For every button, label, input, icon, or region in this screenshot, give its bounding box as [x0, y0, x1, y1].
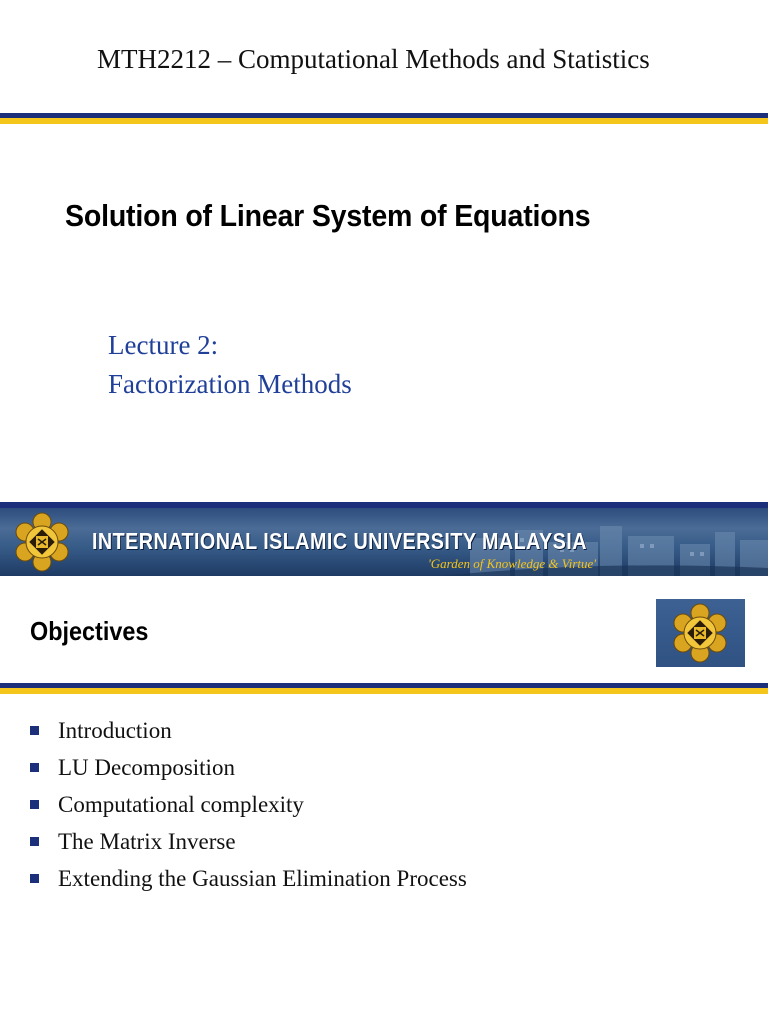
list-item	[30, 860, 467, 897]
list-item-text: Extending the Gaussian Elimination Process	[58, 865, 467, 891]
list-item-text: Introduction	[58, 717, 172, 743]
objectives-stripe-gold	[0, 688, 768, 694]
square-bullet-icon	[30, 800, 39, 809]
course-title: MTH2212 – Computational Methods and Statistics	[97, 44, 650, 74]
square-bullet-icon	[30, 726, 39, 735]
slide-title-heading: Solution of Linear System of Equations	[65, 198, 591, 233]
lecture-label: Lecture 2:	[108, 330, 219, 360]
square-bullet-icon	[30, 763, 39, 772]
list-item-text: The Matrix Inverse	[58, 828, 236, 854]
list-item	[30, 749, 467, 786]
university-motto: 'Garden of Knowledge & Virtue'	[428, 556, 597, 571]
header-stripe-gold	[0, 118, 768, 124]
list-item	[30, 823, 467, 860]
iium-emblem-icon	[8, 510, 76, 574]
lecture-subtitle: Factorization Methods	[108, 369, 352, 399]
square-bullet-icon	[30, 874, 39, 883]
objectives-list	[30, 712, 467, 897]
corner-logo	[656, 599, 745, 667]
iium-emblem-icon	[656, 599, 745, 667]
list-item-text: LU Decomposition	[58, 754, 235, 780]
list-item	[30, 786, 467, 823]
list-item	[30, 712, 467, 749]
list-item-text: Computational complexity	[58, 791, 304, 817]
objectives-heading: Objectives	[30, 616, 149, 646]
university-banner	[0, 508, 768, 576]
university-name: INTERNATIONAL ISLAMIC UNIVERSITY MALAYSIA	[92, 528, 587, 554]
square-bullet-icon	[30, 837, 39, 846]
